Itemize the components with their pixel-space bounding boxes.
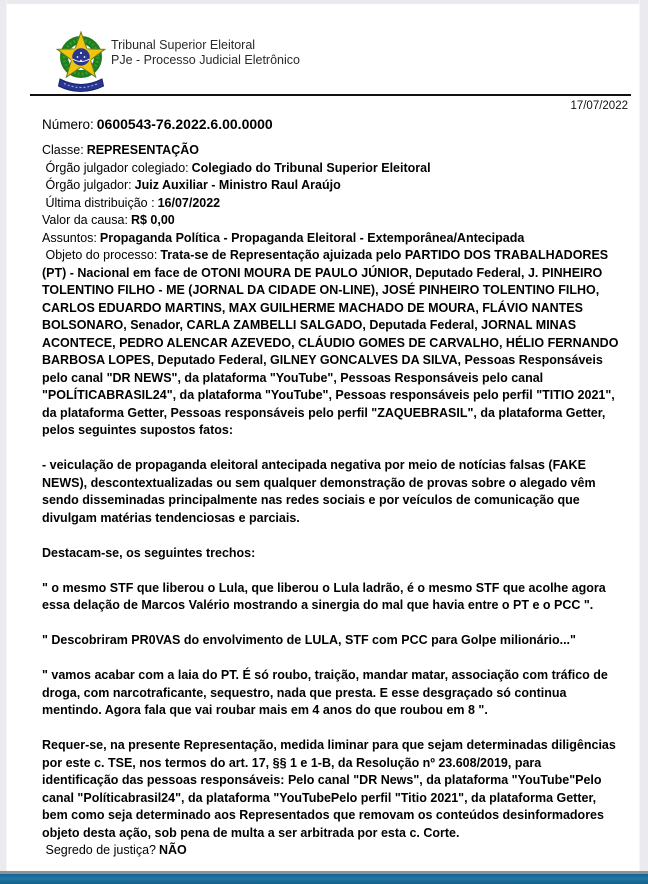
field-value: REPRESENTAÇÃO [86, 143, 199, 157]
header-rule [30, 94, 631, 96]
paragraph-quote-2: " Descobriram PR0VAS do envolvimento de LULA, STF com PCC para Golpe milionário..." [42, 633, 576, 647]
field-label: Órgão julgador colegiado: [42, 160, 189, 175]
case-number-label: Número: [42, 117, 94, 132]
window-frame-top [0, 0, 648, 4]
system-name: PJe - Processo Judicial Eletrônico [111, 53, 300, 67]
case-number-line [42, 116, 273, 132]
paragraph-veiculacao: - veiculação de propaganda eleitoral antecipada negativa por meio de notícias falsas (FAKE NEWS), descontextualizadas ou sem qualquer demonstração de provas sobre o alegado vêm sendo disseminadas principalmente nas redes sociais e por veículos de comunicação que divulgam matérias tendenciosas e parciais. [42, 458, 600, 525]
field-assuntos [42, 230, 620, 248]
field-label: Segredo de justiça? [42, 843, 156, 857]
document-date: 17/07/2022 [570, 100, 628, 112]
field-value: R$ 0,00 [130, 213, 175, 227]
field-orgao-colegiado [42, 160, 620, 178]
paragraph-quote-1: " o mesmo STF que liberou o Lula, que liberou o Lula ladrão, é o mesmo STF que acolhe agora essa delação de Marcos Valério mostrando a sinergia do mal que havia entre o PT e o PCC ". [42, 580, 610, 612]
document-body [42, 142, 620, 860]
field-value: 16/07/2022 [157, 195, 221, 210]
field-label: Valor da causa: [42, 213, 128, 227]
field-objeto-processo [42, 247, 620, 440]
paragraph-destacam-se: Destacam-se, os seguintes trechos: [42, 545, 256, 560]
field-label: Objeto do processo: [42, 248, 158, 262]
field-classe [42, 142, 620, 160]
field-label: Órgão julgador: [42, 178, 132, 192]
paragraph-requer-se: Requer-se, na presente Representação, medida liminar para que sejam determinadas diligências por este c. TSE, nos termos do art. 17, §§ 1 e 1-B, da Resolução nº 23.608/2019, para identificação das pessoas responsáveis: Pelo canal "DR News", da plataforma "YouTube"Pelo canal "Políticabrasil24", da plataforma "YouTubePelo perfil "Titio 2021", da plataforma Getter, bem como seja determinado aos Representados que removam os conteúdos desinformadores objeto desta ação, sob pena de multa a ser arbitrada por esta c. Corte. [42, 738, 620, 840]
brazil-coat-of-arms-icon [55, 30, 107, 94]
field-orgao-julgador [42, 177, 620, 195]
tse-coat-of-arms-logo [55, 30, 107, 94]
field-value: Propaganda Política - Propaganda Eleitoral - Extemporânea/Antecipada [99, 230, 525, 245]
window-bottom-bar [0, 874, 648, 884]
field-label: Assuntos: [42, 230, 97, 245]
field-valor-causa [42, 212, 620, 230]
field-segredo-justica [42, 842, 620, 860]
field-label: Última distribuição : [42, 195, 155, 210]
org-name: Tribunal Superior Eleitoral [111, 38, 256, 52]
field-label: Classe: [42, 143, 84, 157]
field-value: NÃO [158, 843, 187, 857]
field-value: Trata-se de Representação ajuizada pelo PARTIDO DOS TRABALHADORES (PT) - Nacional em face de OTONI MOURA DE PAULO JÚNIOR, Deputado Federal, J. PINHEIRO TOLENTINO FILHO - ME (JORNAL DA CIDADE ON-LINE), JOSÉ PINHEIRO TOLENTINO FILHO, CARLOS EDUARDO MARTINS, MAX GUILHERME MACHADO DE MOURA, FLÁVIO NANTES BOLSONARO, Senador, CARLA ZAMBELLI SALGADO, Deputada Federal, JORNAL MINAS ACONTECE, PEDRO ALENCAR AZEVEDO, CLÁUDIO GOMES DE CARVALHO, HÉLIO FERNANDO BARBOSA LOPES, Deputado Federal, GILNEY GONCALVES DA SILVA, Pessoas Responsáveis pelo canal "DR NEWS", da plataforma "YouTube", Pessoas Responsáveis pelo canal "POLÍTICABRASIL24", da plataforma "YouTube", Pessoas responsáveis pelo perfil "TITIO 2021", da plataforma Getter, Pessoas responsáveis pelo perfil "ZAQUEBRASIL", da plataforma Getter, pelos seguintes supostos fatos: [42, 248, 622, 437]
window-frame-right [639, 0, 648, 884]
header-org-block [111, 38, 300, 68]
paragraph-quote-3: " vamos acabar com a laia do PT. É só roubo, traição, mandar matar, associação com tráfico de droga, com narcotraficante, sequestro, nada que presta. E esse desgraçado só continua mentindo. Agora fala que vai roubar mais em 4 anos do que roubou em 8 ". [42, 668, 612, 717]
field-value: Colegiado do Tribunal Superior Eleitoral [191, 160, 431, 175]
field-ultima-distribuicao [42, 195, 620, 213]
window-frame-left [0, 0, 7, 884]
field-value: Juiz Auxiliar - Ministro Raul Araújo [134, 178, 341, 192]
case-number-value: 0600543-76.2022.6.00.0000 [96, 116, 273, 132]
